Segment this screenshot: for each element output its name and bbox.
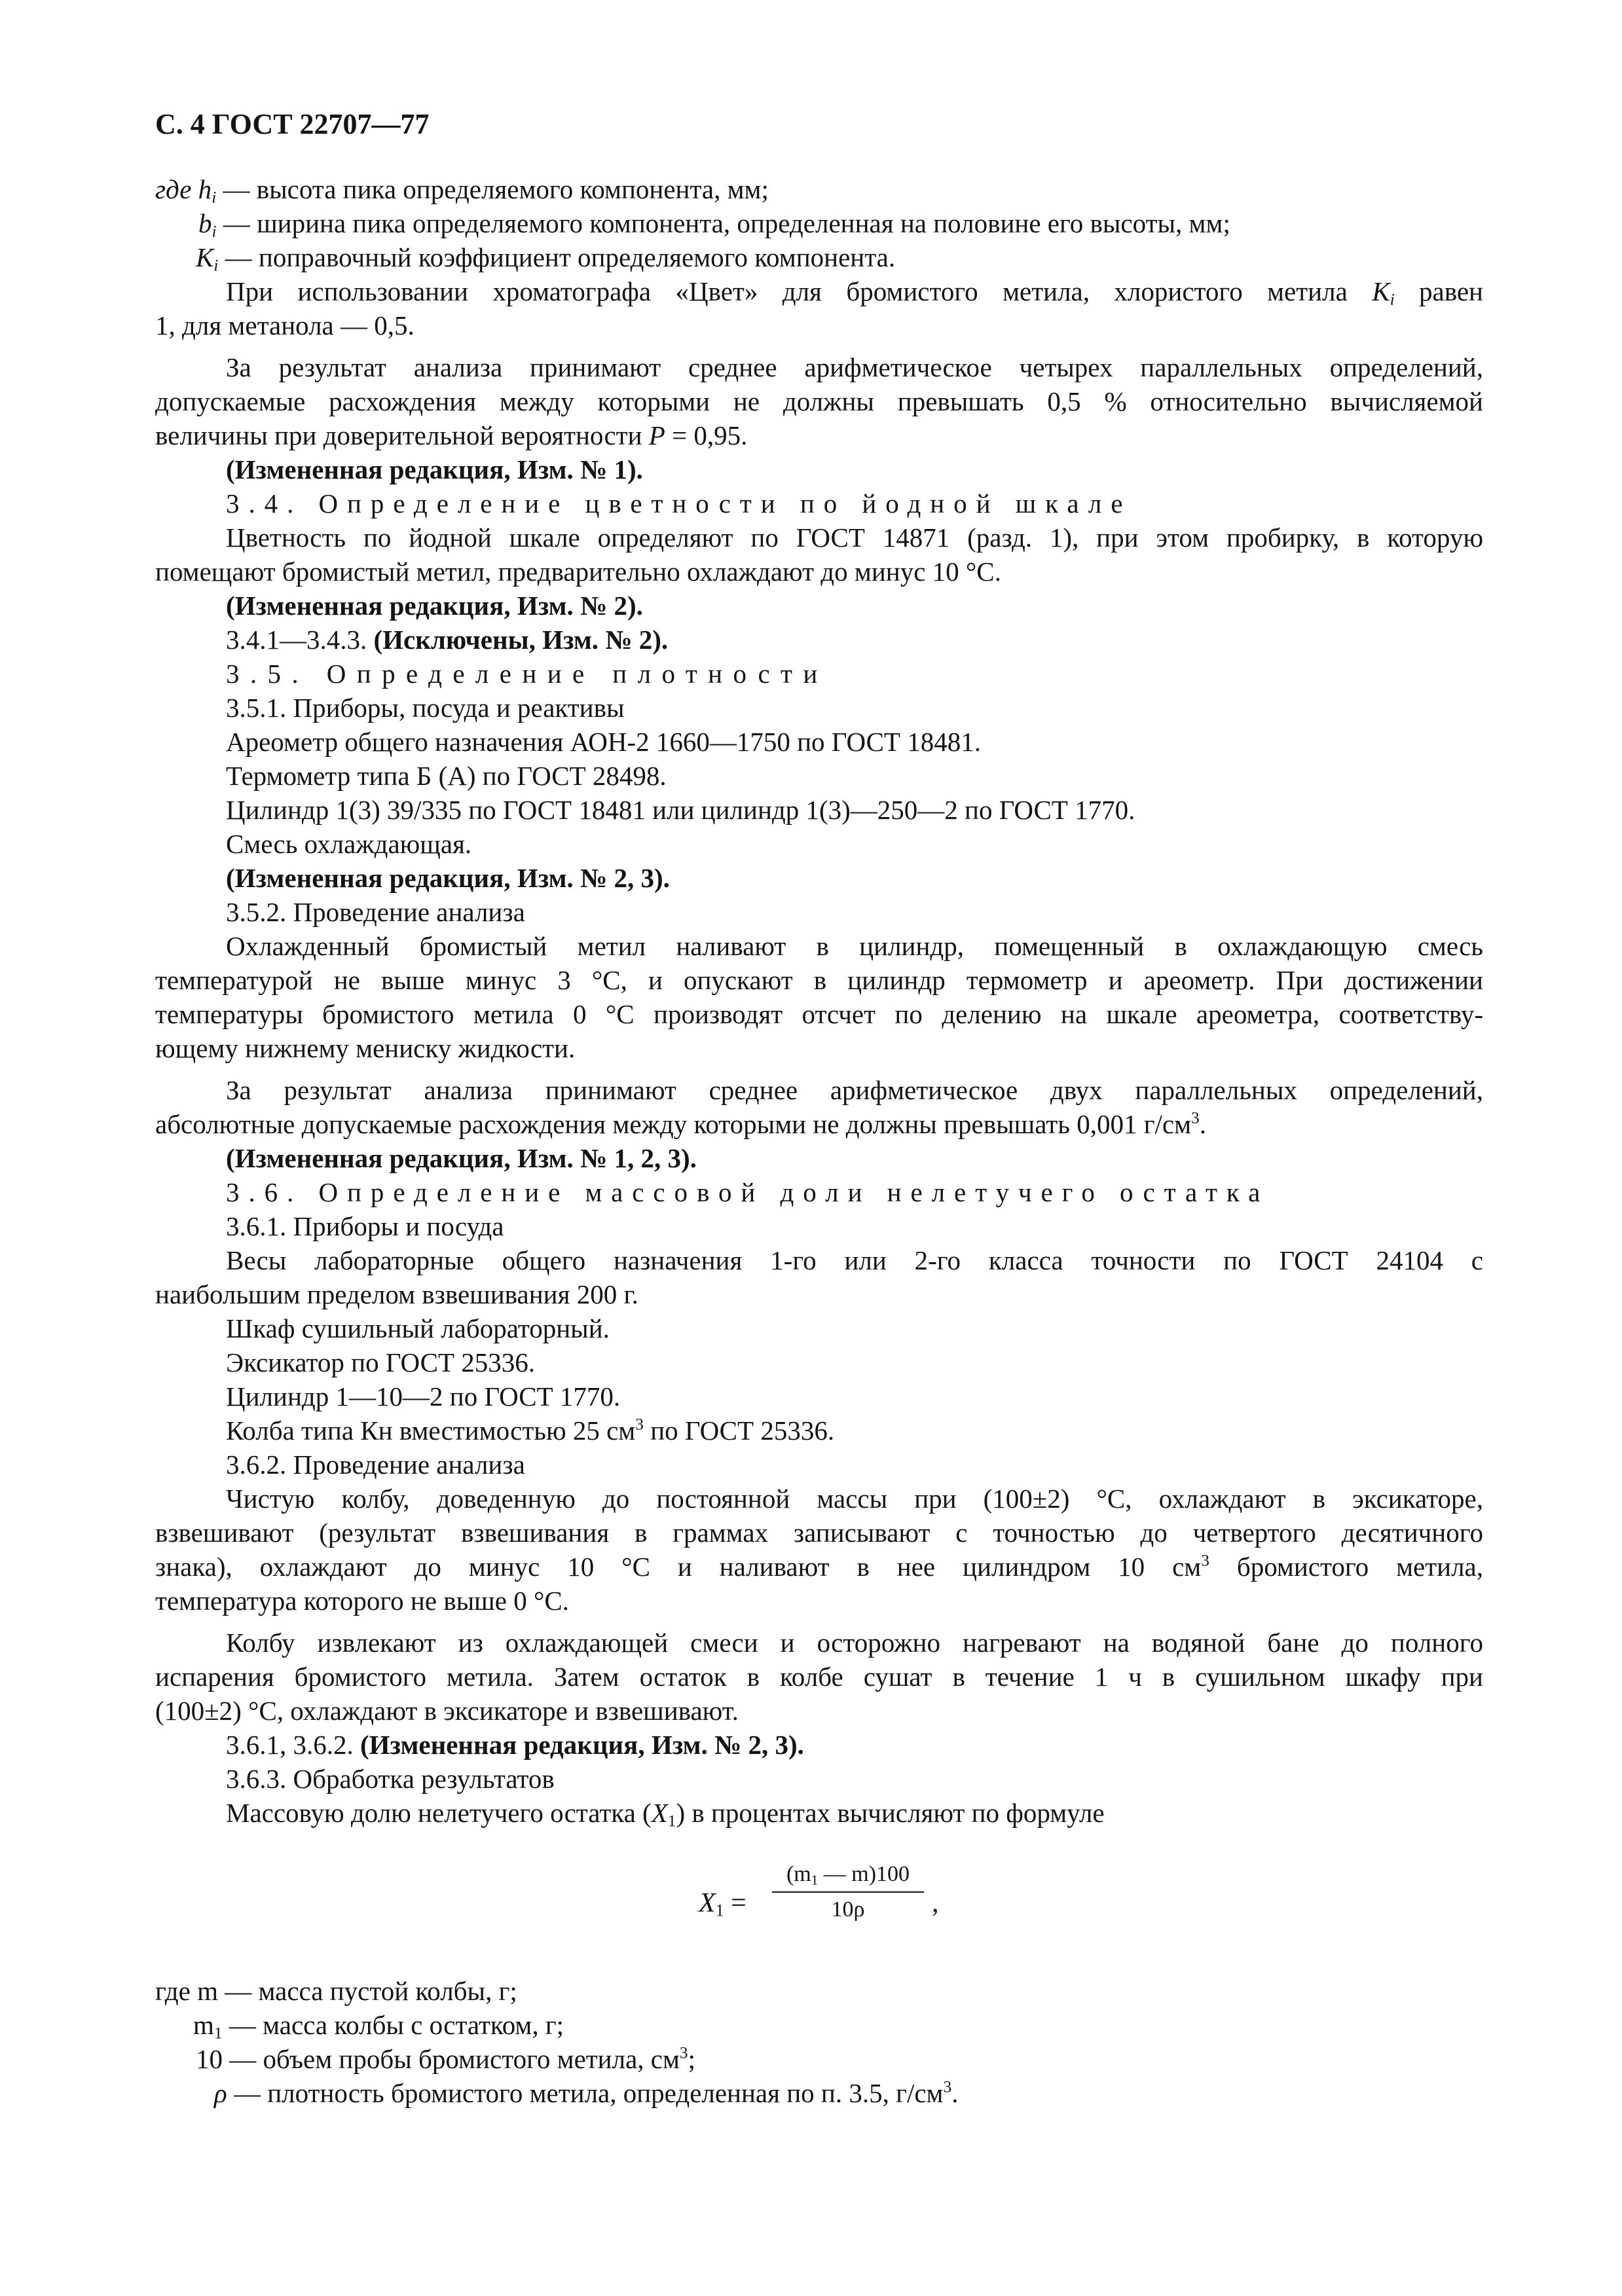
paragraph-line: температурой не выше минус 3 °С, и опускают в цилиндр термометр и ареометр. При достижении: [155, 965, 1483, 995]
list-item: Термометр типа Б (А) по ГОСТ 28498.: [226, 761, 667, 791]
paragraph-line: Чистую колбу, доведенную до постоянной массы при (100±2) °С, охлаждают в эксикаторе,: [226, 1484, 1483, 1514]
definition-symbol: b: [198, 208, 212, 238]
paragraph-line: взвешивают (результат взвешивания в граммах записывают с точностью до четвертого десятичного: [155, 1518, 1483, 1548]
formula-comma: ,: [932, 1888, 939, 1918]
definition-m1: $m_1$ — масса колбы с остатком, г;: [193, 2010, 564, 2043]
revision-note: (Измененная редакция, Изм. № 1).: [226, 454, 643, 484]
definition-10: 10 — объем пробы бромистого метила, $см^3$;: [196, 2043, 696, 2074]
paragraph-line: температура которого не выше 0 °С.: [155, 1586, 569, 1616]
definition-b: $b_i$ — ширина пика определяемого компонента, определенная на половине его высоты, мм;: [198, 208, 1230, 241]
revision-note: (Измененная редакция, Изм. № 1, 2, 3).: [226, 1143, 697, 1173]
list-item: Ареометр общего назначения АОН-2 1660—1750 по ГОСТ 18481.: [226, 727, 981, 757]
subsection-heading: 3.6.2. Проведение анализа: [226, 1449, 525, 1480]
definition-k: $K_i$ — поправочный коэффициент определяемого компонента.: [196, 242, 896, 275]
subsection-heading: 3.5.1. Приборы, посуда и реактивы: [226, 693, 625, 723]
list-item: Шкаф сушильный лабораторный.: [226, 1313, 610, 1343]
formula-lhs: $X_1$ =: [699, 1888, 746, 1920]
definition-text: — высота пика определяемого компонента, мм;: [223, 174, 769, 204]
formula: [155, 1856, 1483, 1954]
formula-denominator: 10ρ: [831, 1897, 865, 1922]
definition-h: где $h_i$ — высота пика определяемого компонента, мм;: [155, 174, 769, 207]
paragraph-line: (100±2) °С, охлаждают в эксикаторе и взвешивают.: [155, 1696, 739, 1726]
formula-numerator: ($m_1$ — m)100: [786, 1862, 910, 1888]
paragraph-line: 1, для метанола — 0,5.: [155, 310, 415, 340]
paragraph-line: ющему нижнему мениску жидкости.: [155, 1033, 576, 1063]
definition-m: где m — масса пустой колбы, г;: [155, 1976, 517, 2006]
paragraph-line: допускаемые расхождения между которыми не должны превышать 0,5 % относительно вычисляемой: [155, 386, 1483, 416]
section-heading-3-4: 3.4. Определение цветности по йодной шкале: [226, 488, 1132, 519]
list-item: Эксикатор по ГОСТ 25336.: [226, 1347, 536, 1377]
list-item: Смесь охлаждающая.: [226, 829, 472, 859]
paragraph-line: величины при доверительной вероятности P = 0,95.: [155, 420, 748, 450]
paragraph-line: знака), охлаждают до минус 10 °С и наливают в нее цилиндром 10 $см^3$ бромистого метила,: [155, 1551, 1483, 1582]
paragraph-line: Весы лабораторные общего назначения 1-го или 2-го класса точности по ГОСТ 24104 с: [226, 1245, 1483, 1275]
paragraph-line: Массовую долю нелетучего остатка $(X_1)$ в процентах вычисляют по формуле: [226, 1798, 1105, 1831]
paragraph-line: наибольшим пределом взвешивания 200 г.: [155, 1279, 638, 1309]
list-item: Цилиндр 1(3) 39/335 по ГОСТ 18481 или цилиндр 1(3)—250—2 по ГОСТ 1770.: [226, 795, 1135, 825]
paragraph-line: испарения бромистого метила. Затем остаток в колбе сушат в течение 1 ч в сушильном шкафу при: [155, 1662, 1483, 1692]
paragraph-line: абсолютные допускаемые расхождения между которыми не должны превышать 0,001 $г/см^3$.: [155, 1108, 1206, 1139]
subsection-heading: 3.6.1. Приборы и посуда: [226, 1211, 504, 1241]
definition-symbol: где h: [155, 174, 212, 204]
revision-note: (Измененная редакция, Изм. № 2, 3).: [226, 863, 670, 893]
section-heading-3-6: 3.6. Определение массовой доли нелетучего остатка: [226, 1177, 1270, 1207]
list-item: Колба типа Кн вместимостью 25 $см^3$ по ГОСТ 25336.: [226, 1415, 835, 1446]
definition-text: — ширина пика определяемого компонента, определенная на половине его высоты, мм;: [223, 208, 1230, 238]
excluded-note: 3.4.1—3.4.3. (Исключены, Изм. № 2).: [226, 625, 669, 655]
revision-note: (Измененная редакция, Изм. № 2).: [226, 591, 643, 621]
paragraph-line: За результат анализа принимают среднее арифметическое четырех параллельных определений,: [226, 352, 1483, 382]
subsection-heading: 3.6.3. Обработка результатов: [226, 1764, 555, 1794]
section-heading-3-5: 3.5. Определение плотности: [226, 659, 828, 689]
paragraph-line: температуры бромистого метила 0 °С производят отсчет по делению на шкале ареометра, соответству-: [155, 999, 1483, 1029]
fraction-bar: [772, 1891, 924, 1893]
paragraph-line: При использовании хроматографа «Цвет» для бромистого метила, хлористого метила $K_i$ равен: [226, 276, 1484, 309]
definition-symbol: K: [196, 242, 214, 272]
paragraph-line: Цветность по йодной шкале определяют по ГОСТ 14871 (разд. 1), при этом пробирку, в которую: [226, 522, 1483, 553]
paragraph-line: помещают бромистый метил, предварительно охлаждают до минус 10 °С.: [155, 556, 1001, 587]
document-page: [155, 105, 1483, 2110]
definition-text: — поправочный коэффициент определяемого компонента.: [225, 242, 896, 272]
paragraph-line: Охлажденный бромистый метил наливают в цилиндр, помещенный в охлаждающую смесь: [226, 931, 1483, 961]
paragraph-line: Колбу извлекают из охлаждающей смеси и осторожно нагревают на водяной бане до полного: [226, 1628, 1483, 1658]
formula-fraction: [772, 1860, 924, 1924]
list-item: Цилиндр 1—10—2 по ГОСТ 1770.: [226, 1381, 621, 1412]
paragraph-line: За результат анализа принимают среднее арифметическое двух параллельных определений,: [226, 1075, 1483, 1105]
definition-rho: ρ — плотность бромистого метила, определенная по п. 3.5, $г/см^3$.: [214, 2077, 959, 2108]
subsection-heading: 3.5.2. Проведение анализа: [226, 897, 525, 927]
page-header: С. 4 ГОСТ 22707—77: [155, 108, 430, 140]
revision-note: 3.6.1, 3.6.2. (Измененная редакция, Изм. № 2, 3).: [226, 1730, 804, 1760]
